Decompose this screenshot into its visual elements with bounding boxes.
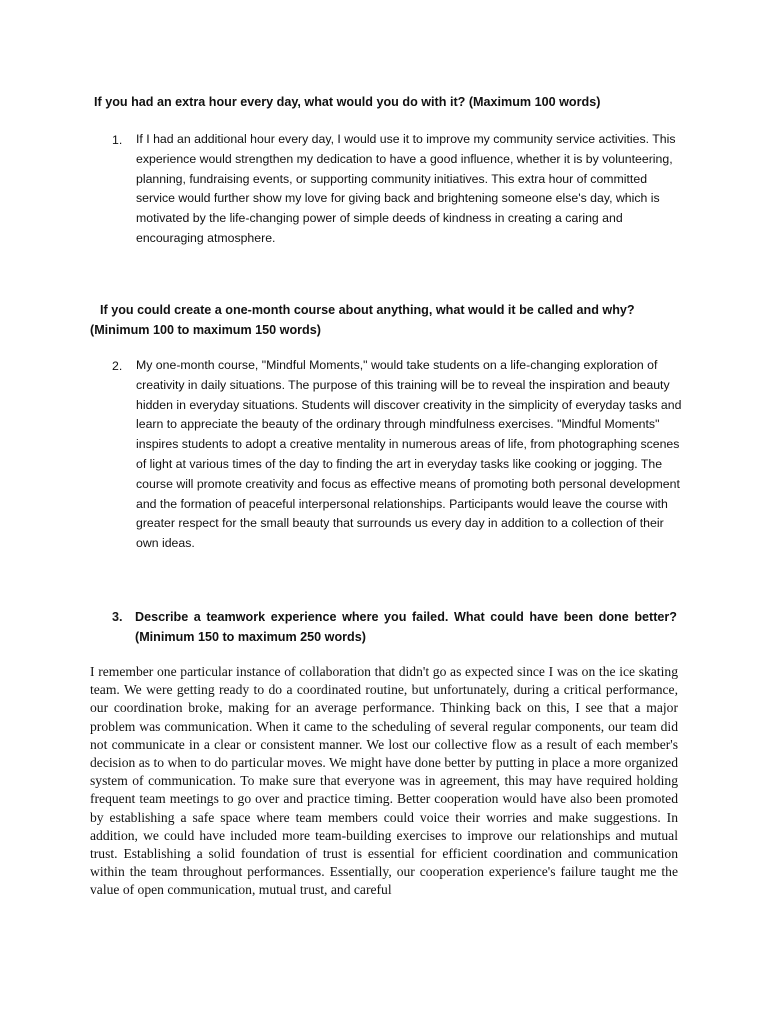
answer-2-text: My one-month course, "Mindful Moments," would take students on a life-changing exploration of creativity in daily situations. The purpose of this training will be to reveal the inspiration and beauty hidden in everyday situations. Students will discover creativity in the simplicity of everyday tasks and learn to appreciate the beauty of the ordinary through mindfulness exercises. "Mindful Moments" inspires students to adopt a creative mentality in numerous areas of life, from photographing scenes of light at various times of the day to finding the art in everyday tasks like cooking or jogging. The course will promote creativity and focus as effective means of promoting both personal development and the formation of peaceful interpersonal relationships. Participants would leave the course with greater respect for the small beauty that surrounds us every day in addition to a collection of their own ideas. (136, 358, 682, 551)
question-1-heading: If you had an extra hour every day, what would you do with it? (Maximum 100 words) (94, 95, 601, 109)
answer-1-text: If I had an additional hour every day, I would use it to improve my community service activities. This experience would strengthen my dedication to have a good influence, whether it is by volunteering, planning, fundraising events, or supporting community initiatives. This extra hour of committed service would further show my love for giving back and brightening someone else's day, which is motivated by the life-changing power of simple deeds of kindness in creating a caring and encouraging atmosphere. (136, 132, 676, 245)
answer-3-essay: I remember one particular instance of collaboration that didn't go as expected since I was on the ice skating team. We were getting ready to do a coordinated routine, but unfortunately, during a critical performance, our coordination broke, making for an average performance. Thinking back on this, I see that a major problem was communication. When it came to the scheduling of several regular components, our team did not communicate in a clear or consistent manner. We lost our collective flow as a result of each member's decision as to when to do particular moves. We might have done better by putting in place a more organized system of communication. To make sure that everyone was in agreement, this may have required holding frequent team meetings to go over and practice timing. Better cooperation would have also been promoted by establishing a safe space where team members could voice their worries and make suggestions. In addition, we could have included more team-building exercises to improve our relationships and mutual trust. Establishing a solid foundation of trust is essential for efficient coordination and communication within the team throughout performances. Essentially, our cooperation experience's failure taught me the value of open communication, mutual trust, and careful (90, 664, 678, 898)
answer-1-number: 1. (112, 133, 123, 147)
question-2-heading: If you could create a one-month course about anything, what would it be called and why? (Minimum 100 to maximum 150 words) (90, 303, 635, 337)
answer-2-number: 2. (112, 359, 123, 373)
question-3-number: 3. (112, 610, 123, 624)
question-3-heading: Describe a teamwork experience where you failed. What could have been done better? (Minimum 150 to maximum 250 words) (135, 610, 677, 644)
